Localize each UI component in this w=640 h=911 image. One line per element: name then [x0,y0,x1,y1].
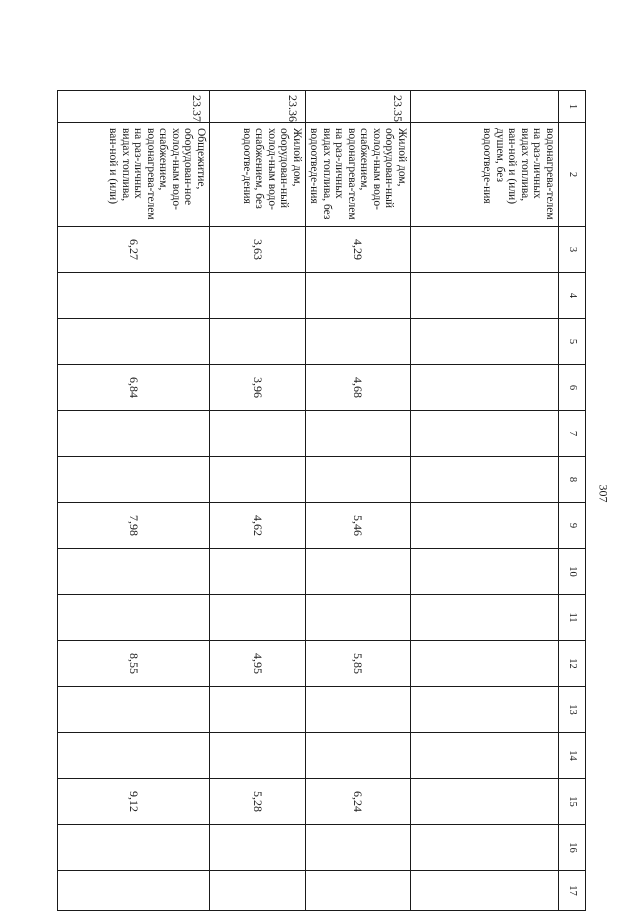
value-cell [58,457,210,503]
value-cell: 4,68 [306,365,411,411]
value-cell [58,411,210,457]
value-cell [306,549,411,595]
column-header: 14 [559,733,586,779]
value-cell: 6,24 [306,779,411,825]
value-cell: 4,29 [306,227,411,273]
column-header: 3 [559,227,586,273]
value-cell: 5,28 [210,779,306,825]
value-cell: 3,63 [210,227,306,273]
column-header: 5 [559,319,586,365]
value-cell [306,733,411,779]
value-cell [411,779,559,825]
value-cell [411,825,559,871]
column-header: 17 [559,871,586,911]
column-header: 15 [559,779,586,825]
value-cell: 5,46 [306,503,411,549]
value-cell [411,687,559,733]
page-number: 307 [596,484,611,503]
value-cell [58,595,210,641]
value-cell [58,549,210,595]
row-description: водонагрева-телем на раз-личных видах топлива, ван-ной и (или) душем, без водоотведе-ния [411,123,559,227]
table-row [58,91,210,911]
column-header: 1 [559,91,586,123]
value-cell: 3,96 [210,365,306,411]
value-cell [306,595,411,641]
value-cell [210,595,306,641]
value-cell: 4,95 [210,641,306,687]
value-cell: 6,27 [58,227,210,273]
row-code: 23.37 [58,91,210,123]
value-cell [411,273,559,319]
value-cell [210,733,306,779]
table-row [306,91,411,911]
value-cell [58,273,210,319]
value-cell [58,825,210,871]
tariff-table [57,90,586,911]
value-cell: 8,55 [58,641,210,687]
value-cell: 9,12 [58,779,210,825]
value-cell: 6,84 [58,365,210,411]
value-cell [306,411,411,457]
rotated-table-wrapper [66,90,586,896]
column-header: 16 [559,825,586,871]
value-cell [306,273,411,319]
column-header: 4 [559,273,586,319]
column-header: 10 [559,549,586,595]
value-cell [58,733,210,779]
column-header: 12 [559,641,586,687]
value-cell [411,595,559,641]
row-code: 23.35 [306,91,411,123]
value-cell [306,825,411,871]
value-cell [306,687,411,733]
value-cell [306,457,411,503]
value-cell [210,273,306,319]
table-row [411,91,559,911]
value-cell: 7,98 [58,503,210,549]
value-cell [210,825,306,871]
value-cell [210,319,306,365]
value-cell [411,457,559,503]
row-description: Жилой дом, оборудован-ный холод-ным водо-снабжением, без водоотве-дения [210,123,306,227]
column-header: 9 [559,503,586,549]
value-cell [58,319,210,365]
column-header: 7 [559,411,586,457]
column-header: 8 [559,457,586,503]
value-cell [411,641,559,687]
table-row [210,91,306,911]
row-code: 23.36 [210,91,306,123]
row-description: Жилой дом, оборудован-ный холод-ным водо-снабжением, водонагрева-телем на раз-личных видах топлива, без водоотведе-ния [306,123,411,227]
value-cell [411,411,559,457]
value-cell [210,549,306,595]
value-cell [210,411,306,457]
value-cell: 4,62 [210,503,306,549]
row-code [411,91,559,123]
column-header: 11 [559,595,586,641]
value-cell [411,227,559,273]
row-description: Общежитие, оборудован-ное холод-ным водо-снабжением, водонагрева-телем на раз-личных видах топлива, ван-ной и (или) [58,123,210,227]
value-cell [411,319,559,365]
column-header: 6 [559,365,586,411]
value-cell [210,457,306,503]
value-cell [58,687,210,733]
column-header: 2 [559,123,586,227]
value-cell [411,365,559,411]
column-header: 13 [559,687,586,733]
header-row [559,91,586,911]
value-cell [411,733,559,779]
value-cell: 5,85 [306,641,411,687]
value-cell [411,503,559,549]
value-cell [210,687,306,733]
value-cell [306,319,411,365]
value-cell [411,549,559,595]
